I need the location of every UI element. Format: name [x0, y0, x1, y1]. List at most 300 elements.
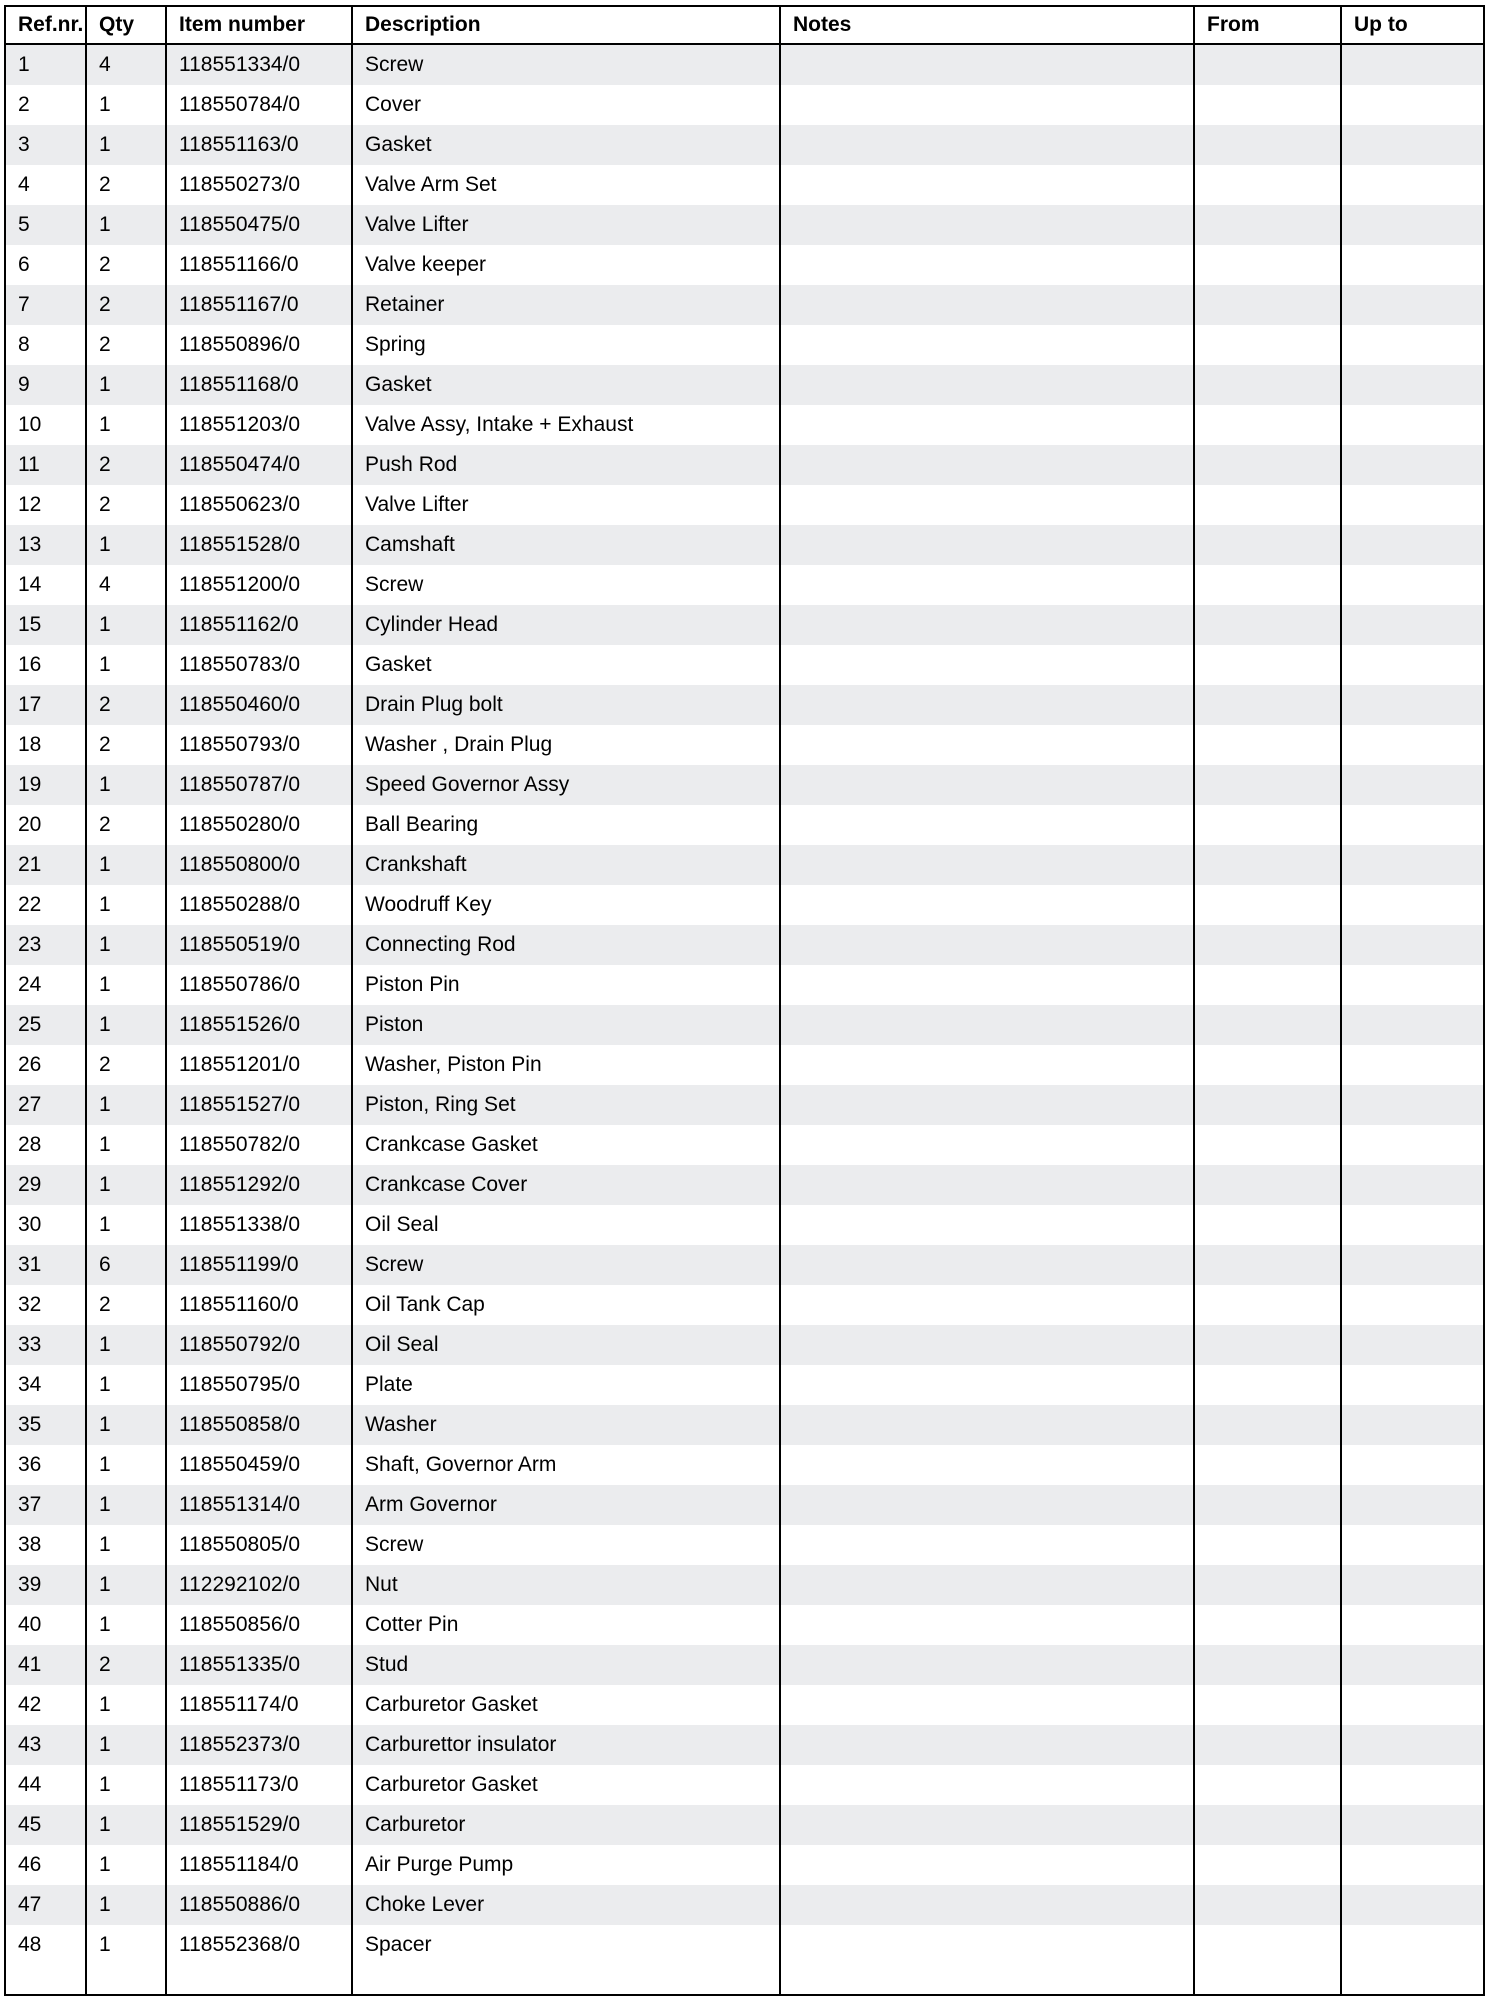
cell-description: Carburetor Gasket — [352, 1765, 780, 1805]
cell-ref: 2 — [6, 85, 86, 125]
cell-description: Oil Seal — [352, 1325, 780, 1365]
cell-from — [1194, 1485, 1341, 1525]
table-row — [6, 1845, 1483, 1885]
cell-description: Gasket — [352, 365, 780, 405]
cell-qty: 1 — [86, 125, 166, 165]
cell-up-to — [1341, 1525, 1483, 1565]
cell-ref: 11 — [6, 445, 86, 485]
table-row — [6, 565, 1483, 605]
table-filler-row — [6, 1965, 1483, 1996]
cell-up-to — [1341, 1405, 1483, 1445]
cell-qty: 2 — [86, 1045, 166, 1085]
table-row — [6, 1245, 1483, 1285]
cell-up-to — [1341, 1445, 1483, 1485]
cell-item-number: 118550474/0 — [166, 445, 352, 485]
cell-qty: 1 — [86, 365, 166, 405]
cell-from — [1194, 525, 1341, 565]
cell-ref: 1 — [6, 44, 86, 85]
cell-from — [1194, 325, 1341, 365]
cell-ref: 10 — [6, 405, 86, 445]
cell-qty: 1 — [86, 1485, 166, 1525]
cell-ref: 20 — [6, 805, 86, 845]
cell-qty: 6 — [86, 1245, 166, 1285]
cell-item-number: 118550787/0 — [166, 765, 352, 805]
cell-from — [1194, 1525, 1341, 1565]
cell-ref: 43 — [6, 1725, 86, 1765]
cell-notes — [780, 685, 1194, 725]
cell-ref: 8 — [6, 325, 86, 365]
cell-from — [1194, 1725, 1341, 1765]
cell-from — [1194, 445, 1341, 485]
cell-from — [1194, 645, 1341, 685]
cell-description: Woodruff Key — [352, 885, 780, 925]
cell-qty: 1 — [86, 1325, 166, 1365]
cell-from — [1194, 165, 1341, 205]
cell-notes — [780, 485, 1194, 525]
cell-ref: 42 — [6, 1685, 86, 1725]
cell-description: Screw — [352, 565, 780, 605]
cell-notes — [780, 245, 1194, 285]
cell-ref: 16 — [6, 645, 86, 685]
table-row — [6, 885, 1483, 925]
cell-qty: 1 — [86, 1845, 166, 1885]
table-row — [6, 1445, 1483, 1485]
cell-from — [1194, 1925, 1341, 1965]
cell-from — [1194, 1125, 1341, 1165]
cell-item-number: 118551335/0 — [166, 1645, 352, 1685]
cell-qty: 1 — [86, 1525, 166, 1565]
cell-notes — [780, 1845, 1194, 1885]
cell-from — [1194, 885, 1341, 925]
cell-item-number: 118551160/0 — [166, 1285, 352, 1325]
cell-ref: 39 — [6, 1565, 86, 1605]
cell-notes — [780, 125, 1194, 165]
cell-notes — [780, 565, 1194, 605]
cell-notes — [780, 1245, 1194, 1285]
cell-notes — [780, 1405, 1194, 1445]
cell-notes — [780, 325, 1194, 365]
cell-up-to — [1341, 1365, 1483, 1405]
cell-item-number: 118550623/0 — [166, 485, 352, 525]
cell-notes — [780, 445, 1194, 485]
cell-description: Drain Plug bolt — [352, 685, 780, 725]
cell-up-to — [1341, 445, 1483, 485]
cell-qty: 4 — [86, 565, 166, 605]
cell-up-to — [1341, 845, 1483, 885]
cell-qty: 1 — [86, 645, 166, 685]
cell-qty: 1 — [86, 1805, 166, 1845]
cell-notes — [780, 645, 1194, 685]
cell-notes — [780, 1325, 1194, 1365]
cell-qty: 1 — [86, 1885, 166, 1925]
cell-ref: 5 — [6, 205, 86, 245]
cell-up-to — [1341, 1125, 1483, 1165]
cell-description: Screw — [352, 1245, 780, 1285]
cell-up-to — [1341, 1685, 1483, 1725]
cell-up-to — [1341, 525, 1483, 565]
table-row — [6, 1885, 1483, 1925]
cell-ref: 24 — [6, 965, 86, 1005]
cell-up-to — [1341, 1565, 1483, 1605]
cell-notes — [780, 1205, 1194, 1245]
cell-item-number: 118551314/0 — [166, 1485, 352, 1525]
header-up-to: Up to — [1341, 7, 1483, 44]
cell-item-number: 118550800/0 — [166, 845, 352, 885]
cell-qty: 2 — [86, 805, 166, 845]
cell-description: Ball Bearing — [352, 805, 780, 845]
cell-description: Washer , Drain Plug — [352, 725, 780, 765]
cell-notes — [780, 1285, 1194, 1325]
table-row — [6, 965, 1483, 1005]
cell-qty: 1 — [86, 1405, 166, 1445]
cell-description: Nut — [352, 1565, 780, 1605]
cell-ref: 18 — [6, 725, 86, 765]
cell-item-number: 118551203/0 — [166, 405, 352, 445]
cell-ref: 21 — [6, 845, 86, 885]
cell-ref: 23 — [6, 925, 86, 965]
table-row — [6, 1605, 1483, 1645]
cell-from — [1194, 1565, 1341, 1605]
cell-from — [1194, 1205, 1341, 1245]
cell-qty: 1 — [86, 85, 166, 125]
table-row — [6, 1285, 1483, 1325]
cell-up-to — [1341, 1085, 1483, 1125]
filler-cell — [780, 1965, 1194, 1996]
cell-up-to — [1341, 565, 1483, 605]
table-row — [6, 645, 1483, 685]
cell-item-number: 118551338/0 — [166, 1205, 352, 1245]
table-row — [6, 685, 1483, 725]
cell-qty: 2 — [86, 165, 166, 205]
cell-up-to — [1341, 205, 1483, 245]
cell-from — [1194, 285, 1341, 325]
cell-description: Crankcase Cover — [352, 1165, 780, 1205]
cell-item-number: 118550288/0 — [166, 885, 352, 925]
cell-description: Screw — [352, 44, 780, 85]
cell-item-number: 118551184/0 — [166, 1845, 352, 1885]
cell-from — [1194, 125, 1341, 165]
cell-ref: 6 — [6, 245, 86, 285]
cell-description: Carburetor — [352, 1805, 780, 1845]
cell-up-to — [1341, 685, 1483, 725]
cell-description: Retainer — [352, 285, 780, 325]
cell-notes — [780, 725, 1194, 765]
cell-notes — [780, 1165, 1194, 1205]
cell-notes — [780, 1925, 1194, 1965]
cell-notes — [780, 1365, 1194, 1405]
cell-from — [1194, 685, 1341, 725]
cell-qty: 1 — [86, 1925, 166, 1965]
cell-ref: 32 — [6, 1285, 86, 1325]
filler-cell — [352, 1965, 780, 1996]
cell-up-to — [1341, 1285, 1483, 1325]
cell-from — [1194, 1405, 1341, 1445]
cell-up-to — [1341, 605, 1483, 645]
cell-qty: 2 — [86, 245, 166, 285]
cell-ref: 26 — [6, 1045, 86, 1085]
cell-item-number: 118550795/0 — [166, 1365, 352, 1405]
cell-qty: 1 — [86, 1365, 166, 1405]
cell-up-to — [1341, 1885, 1483, 1925]
cell-qty: 1 — [86, 1445, 166, 1485]
cell-from — [1194, 1005, 1341, 1045]
table-row — [6, 1325, 1483, 1365]
header-qty: Qty — [86, 7, 166, 44]
cell-description: Crankcase Gasket — [352, 1125, 780, 1165]
header-description: Description — [352, 7, 780, 44]
table-row — [6, 85, 1483, 125]
cell-up-to — [1341, 1725, 1483, 1765]
table-row — [6, 525, 1483, 565]
cell-from — [1194, 965, 1341, 1005]
cell-description: Stud — [352, 1645, 780, 1685]
cell-description: Valve keeper — [352, 245, 780, 285]
cell-up-to — [1341, 1805, 1483, 1845]
table-row — [6, 1205, 1483, 1245]
cell-item-number: 118551173/0 — [166, 1765, 352, 1805]
cell-ref: 27 — [6, 1085, 86, 1125]
cell-item-number: 118550784/0 — [166, 85, 352, 125]
cell-description: Piston — [352, 1005, 780, 1045]
cell-ref: 34 — [6, 1365, 86, 1405]
cell-notes — [780, 1045, 1194, 1085]
cell-ref: 19 — [6, 765, 86, 805]
table-row — [6, 1485, 1483, 1525]
filler-cell — [1341, 1965, 1483, 1996]
cell-from — [1194, 605, 1341, 645]
cell-notes — [780, 365, 1194, 405]
table-row — [6, 1085, 1483, 1125]
cell-notes — [780, 1685, 1194, 1725]
cell-ref: 15 — [6, 605, 86, 645]
table-header — [6, 7, 1483, 44]
cell-ref: 46 — [6, 1845, 86, 1885]
cell-qty: 1 — [86, 405, 166, 445]
cell-description: Carburettor insulator — [352, 1725, 780, 1765]
cell-ref: 7 — [6, 285, 86, 325]
table-row — [6, 125, 1483, 165]
table-row — [6, 845, 1483, 885]
cell-from — [1194, 44, 1341, 85]
cell-item-number: 118551334/0 — [166, 44, 352, 85]
cell-item-number: 118552368/0 — [166, 1925, 352, 1965]
cell-up-to — [1341, 1845, 1483, 1885]
cell-notes — [780, 85, 1194, 125]
cell-ref: 17 — [6, 685, 86, 725]
table-body — [6, 44, 1483, 1996]
cell-item-number: 118550519/0 — [166, 925, 352, 965]
table-row — [6, 1645, 1483, 1685]
cell-ref: 25 — [6, 1005, 86, 1045]
cell-description: Push Rod — [352, 445, 780, 485]
cell-up-to — [1341, 965, 1483, 1005]
cell-description: Washer, Piston Pin — [352, 1045, 780, 1085]
table-row — [6, 1405, 1483, 1445]
table-row — [6, 1805, 1483, 1845]
cell-notes — [780, 205, 1194, 245]
cell-up-to — [1341, 765, 1483, 805]
cell-item-number: 118550280/0 — [166, 805, 352, 845]
cell-up-to — [1341, 405, 1483, 445]
cell-item-number: 118550792/0 — [166, 1325, 352, 1365]
cell-item-number: 118551163/0 — [166, 125, 352, 165]
cell-qty: 1 — [86, 1605, 166, 1645]
cell-item-number: 118550273/0 — [166, 165, 352, 205]
cell-from — [1194, 1765, 1341, 1805]
cell-up-to — [1341, 925, 1483, 965]
cell-qty: 1 — [86, 1125, 166, 1165]
header-from: From — [1194, 7, 1341, 44]
cell-notes — [780, 525, 1194, 565]
cell-up-to — [1341, 165, 1483, 205]
cell-from — [1194, 765, 1341, 805]
table-row — [6, 485, 1483, 525]
cell-up-to — [1341, 645, 1483, 685]
cell-notes — [780, 1565, 1194, 1605]
cell-ref: 29 — [6, 1165, 86, 1205]
cell-description: Plate — [352, 1365, 780, 1405]
cell-item-number: 118550786/0 — [166, 965, 352, 1005]
cell-from — [1194, 1445, 1341, 1485]
cell-from — [1194, 1805, 1341, 1845]
cell-qty: 1 — [86, 205, 166, 245]
table-row — [6, 1765, 1483, 1805]
cell-description: Piston, Ring Set — [352, 1085, 780, 1125]
cell-notes — [780, 1605, 1194, 1645]
cell-from — [1194, 245, 1341, 285]
cell-description: Choke Lever — [352, 1885, 780, 1925]
cell-from — [1194, 85, 1341, 125]
cell-qty: 1 — [86, 765, 166, 805]
cell-notes — [780, 805, 1194, 845]
cell-qty: 1 — [86, 885, 166, 925]
table-row — [6, 1045, 1483, 1085]
cell-ref: 48 — [6, 1925, 86, 1965]
cell-qty: 1 — [86, 1725, 166, 1765]
cell-item-number: 118551528/0 — [166, 525, 352, 565]
cell-from — [1194, 1885, 1341, 1925]
cell-item-number: 118551529/0 — [166, 1805, 352, 1845]
cell-notes — [780, 285, 1194, 325]
cell-notes — [780, 1885, 1194, 1925]
table-row — [6, 1925, 1483, 1965]
table-row — [6, 325, 1483, 365]
cell-ref: 45 — [6, 1805, 86, 1845]
table-row — [6, 165, 1483, 205]
cell-description: Valve Lifter — [352, 485, 780, 525]
cell-description: Crankshaft — [352, 845, 780, 885]
cell-up-to — [1341, 85, 1483, 125]
cell-ref: 37 — [6, 1485, 86, 1525]
cell-notes — [780, 1085, 1194, 1125]
cell-description: Oil Tank Cap — [352, 1285, 780, 1325]
cell-notes — [780, 1645, 1194, 1685]
cell-ref: 28 — [6, 1125, 86, 1165]
cell-description: Speed Governor Assy — [352, 765, 780, 805]
cell-description: Camshaft — [352, 525, 780, 565]
cell-up-to — [1341, 1005, 1483, 1045]
cell-item-number: 118550460/0 — [166, 685, 352, 725]
cell-ref: 30 — [6, 1205, 86, 1245]
cell-description: Gasket — [352, 125, 780, 165]
cell-up-to — [1341, 1165, 1483, 1205]
cell-up-to — [1341, 325, 1483, 365]
table-row — [6, 1125, 1483, 1165]
cell-qty: 1 — [86, 925, 166, 965]
cell-qty: 2 — [86, 285, 166, 325]
cell-item-number: 118551200/0 — [166, 565, 352, 605]
cell-qty: 1 — [86, 1205, 166, 1245]
cell-item-number: 118550805/0 — [166, 1525, 352, 1565]
table-row — [6, 925, 1483, 965]
table-row — [6, 285, 1483, 325]
cell-from — [1194, 925, 1341, 965]
cell-notes — [780, 405, 1194, 445]
filler-cell — [166, 1965, 352, 1996]
cell-notes — [780, 1525, 1194, 1565]
table-row — [6, 1565, 1483, 1605]
cell-item-number: 118550886/0 — [166, 1885, 352, 1925]
cell-qty: 2 — [86, 1645, 166, 1685]
cell-qty: 1 — [86, 525, 166, 565]
cell-ref: 12 — [6, 485, 86, 525]
cell-ref: 40 — [6, 1605, 86, 1645]
cell-description: Cover — [352, 85, 780, 125]
cell-up-to — [1341, 725, 1483, 765]
filler-cell — [86, 1965, 166, 1996]
cell-item-number: 118550459/0 — [166, 1445, 352, 1485]
cell-description: Arm Governor — [352, 1485, 780, 1525]
cell-item-number: 118551167/0 — [166, 285, 352, 325]
cell-description: Washer — [352, 1405, 780, 1445]
header-row — [6, 7, 1483, 44]
cell-notes — [780, 1725, 1194, 1765]
cell-notes — [780, 1125, 1194, 1165]
cell-up-to — [1341, 125, 1483, 165]
cell-up-to — [1341, 885, 1483, 925]
cell-qty: 1 — [86, 1685, 166, 1725]
cell-description: Connecting Rod — [352, 925, 780, 965]
cell-from — [1194, 565, 1341, 605]
filler-cell — [6, 1965, 86, 1996]
cell-description: Oil Seal — [352, 1205, 780, 1245]
cell-notes — [780, 1005, 1194, 1045]
cell-ref: 33 — [6, 1325, 86, 1365]
cell-description: Cotter Pin — [352, 1605, 780, 1645]
cell-from — [1194, 805, 1341, 845]
cell-ref: 4 — [6, 165, 86, 205]
cell-from — [1194, 1285, 1341, 1325]
cell-from — [1194, 725, 1341, 765]
cell-notes — [780, 1765, 1194, 1805]
table-row — [6, 605, 1483, 645]
table-row — [6, 1685, 1483, 1725]
cell-ref: 47 — [6, 1885, 86, 1925]
cell-item-number: 118551162/0 — [166, 605, 352, 645]
cell-qty: 2 — [86, 725, 166, 765]
cell-up-to — [1341, 1205, 1483, 1245]
cell-from — [1194, 845, 1341, 885]
cell-item-number: 118552373/0 — [166, 1725, 352, 1765]
cell-ref: 22 — [6, 885, 86, 925]
cell-ref: 41 — [6, 1645, 86, 1685]
cell-qty: 2 — [86, 1285, 166, 1325]
table-row — [6, 805, 1483, 845]
cell-description: Air Purge Pump — [352, 1845, 780, 1885]
header-item-number: Item number — [166, 7, 352, 44]
cell-up-to — [1341, 365, 1483, 405]
cell-qty: 1 — [86, 1085, 166, 1125]
